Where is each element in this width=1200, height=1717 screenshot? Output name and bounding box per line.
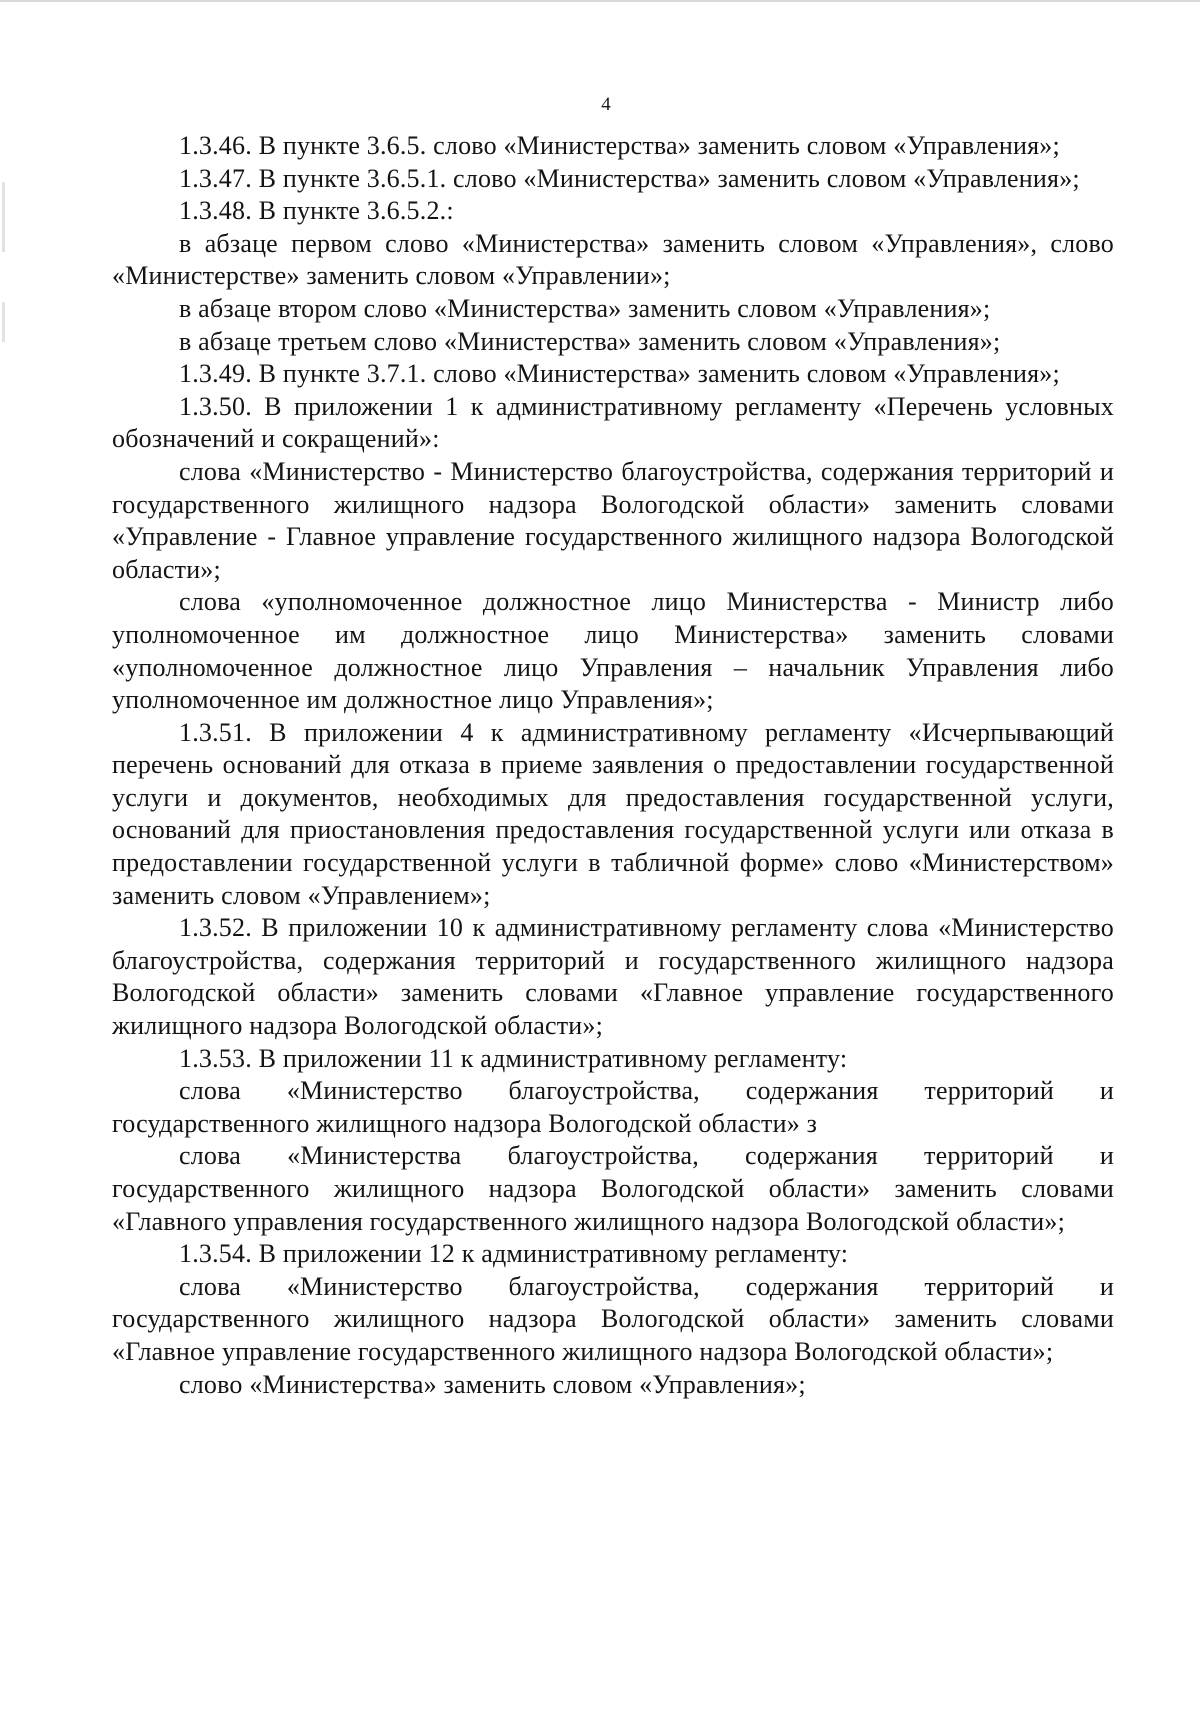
paragraph-1-3-54: 1.3.54. В приложении 12 к административному регламенту: (179, 1239, 849, 1269)
paragraph-1-3-54-b: слово «Министерства» заменить словом «Управления»; (179, 1369, 806, 1399)
paragraph-1-3-50: 1.3.50. В приложении 1 к административному регламенту «Перечень условных обозначений и сокращений»: (112, 391, 1114, 454)
paragraph-1-3-53-b: слова «Министерства благоустройства, содержания территорий и государственного жилищного надзора Вологодской области» заменить словами «Главного управления государственного жилищного надзора Вологодской области»; (112, 1141, 1114, 1236)
paragraph-1-3-49: 1.3.49. В пункте 3.7.1. слово «Министерства» заменить словом «Управления»; (179, 359, 1060, 389)
scan-edge-mark (2, 182, 5, 252)
paragraph-1-3-53: 1.3.53. В приложении 11 к административному регламенту: (179, 1043, 848, 1073)
paragraph-1-3-47: 1.3.47. В пункте 3.6.5.1. слово «Министерства» заменить словом «Управления»; (179, 163, 1080, 193)
page-number: 4 (601, 94, 611, 115)
paragraph-1-3-50-a: слова «Министерство - Министерство благоустройства, содержания территорий и государственного жилищного надзора Вологодской области» заменить словами «Управление - Главное управление государственного жилищного надзора Вологодской области»; (112, 456, 1114, 584)
paragraph-1-3-52: 1.3.52. В приложении 10 к административному регламенту слова «Министерство благоустройства, содержания территорий и государственного жилищного надзора Вологодской области» заменить словами «Главное управление государственного жилищного надзора Вологодской области»; (112, 913, 1114, 1041)
paragraph-1-3-48: 1.3.48. В пункте 3.6.5.2.: (179, 196, 454, 226)
paragraph-1-3-53-a: слова «Министерство благоустройства, содержания территорий и государственного жилищного надзора Вологодской области» з (112, 1076, 1114, 1138)
paragraph-1-3-50-b: слова «уполномоченное должностное лицо Министерства - Министр либо уполномоченное им должностное лицо Министерства» заменить словами «уполномоченное должностное лицо Управления – начальник Управления либо уполномоченное им должностное лицо Управления»; (112, 587, 1114, 715)
paragraph-abzac-2: в абзаце втором слово «Министерства» заменить словом «Управления»; (179, 293, 991, 323)
scan-edge-mark (2, 302, 5, 342)
document-body (112, 130, 1114, 1401)
paragraph-abzac-1: в абзаце первом слово «Министерства» заменить словом «Управления», слово «Министерстве» заменить словом «Управлении»; (112, 228, 1114, 291)
paragraph-abzac-3: в абзаце третьем слово «Министерства» заменить словом «Управления»; (179, 326, 1001, 356)
paragraph-1-3-54-a: слова «Министерство благоустройства, содержания территорий и государственного жилищного надзора Вологодской области» заменить словами «Главное управление государственного жилищного надзора Вологодской области»; (112, 1271, 1114, 1366)
paragraph-1-3-46: 1.3.46. В пункте 3.6.5. слово «Министерства» заменить словом «Управления»; (179, 131, 1060, 160)
paragraph-1-3-51: 1.3.51. В приложении 4 к административному регламенту «Исчерпывающий перечень оснований для отказа в приеме заявления о предоставлении государственной услуги и документов, необходимых для предоставления государственной услуги, оснований для приостановления предоставления государственной услуги или отказа в предоставлении государственной услуги в табличной форме» слово «Министерством» заменить словом «Управлением»; (112, 717, 1114, 910)
